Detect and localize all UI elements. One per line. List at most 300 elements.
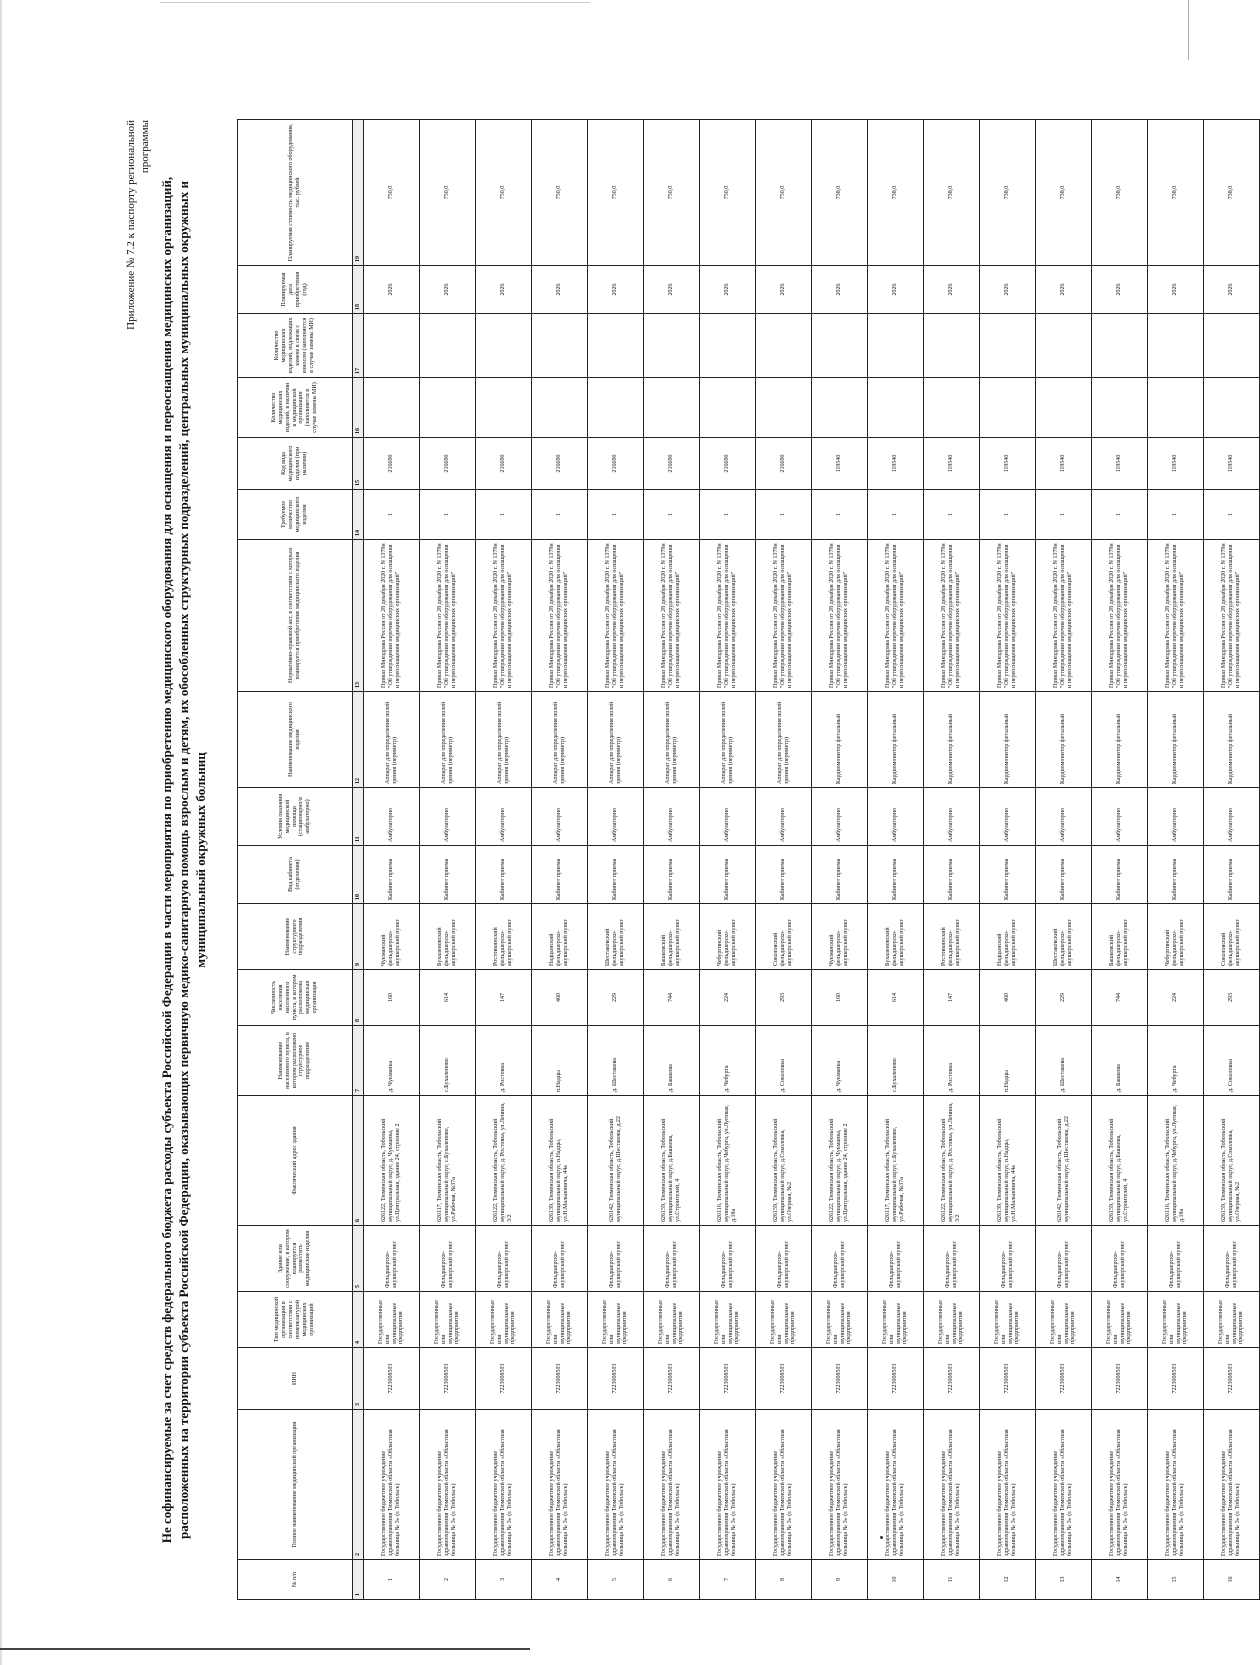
cell-have <box>476 378 532 438</box>
cell-dev: Кардиомонитор фетальный <box>1036 692 1092 788</box>
cell-act: Приказ Минздрава России от 28 декабря 2020 г. N 1379н "Об утверждении перечня оборудования для оснащения и переоснащения медицинских организаций" <box>532 540 588 692</box>
cell-year: 2026 <box>980 266 1036 314</box>
cell-repl <box>532 314 588 378</box>
cell-org: Государственное бюджетное учреждение здравоохранения Тюменской области «Областная больница № 3» (г. Тобольск) <box>588 1410 644 1560</box>
cell-repl <box>868 314 924 378</box>
cell-room: Кабинет приема <box>980 846 1036 904</box>
cell-repl <box>924 314 980 378</box>
cell-cost: 738,0 <box>924 120 980 266</box>
column-number: 12 <box>353 692 364 788</box>
cell-repl <box>1036 314 1092 378</box>
cell-pop: 229 <box>588 970 644 1026</box>
cell-org: Государственное бюджетное учреждение здравоохранения Тюменской области «Областная больница № 3» (г. Тобольск) <box>924 1410 980 1560</box>
cell-unit: Ростовкинский фельдшерско-акушерский пункт <box>924 904 980 970</box>
column-number: 2 <box>353 1410 364 1560</box>
cell-repl <box>756 314 812 378</box>
cell-unit: Чебургинский фельдшерско-акушерский пункт <box>700 904 756 970</box>
table-row <box>1092 120 1148 1600</box>
cell-unit: Бухаленовский фельдшерско-акушерский пункт <box>420 904 476 970</box>
cell-cond: Амбулаторно <box>868 788 924 846</box>
column-number: 11 <box>353 788 364 846</box>
cell-unit: Бухаленовский фельдшерско-акушерский пункт <box>868 904 924 970</box>
cell-act: Приказ Минздрава России от 28 декабря 2020 г. N 1379н "Об утверждении перечня оборудования для оснащения и переоснащения медицинских организаций" <box>1036 540 1092 692</box>
cell-addr: 626139, Тюменская область, Тобольский муниципальный округ, п.Надцы, ул.Н.Мальнонича, 44а <box>532 1096 588 1226</box>
cell-pop: 224 <box>1148 970 1204 1026</box>
cell-pop: 460 <box>532 970 588 1026</box>
cell-org: Государственное бюджетное учреждение здравоохранения Тюменской области «Областная больница № 3» (г. Тобольск) <box>1148 1410 1204 1560</box>
cell-inn: 7223008503 <box>980 1348 1036 1410</box>
document-title: Не софинансируемые за счет средств федерального бюджета расходы субъекта Российской Федерации в части мероприятия по приобретению медицинского оборудования для оснащения и переоснащения медицинских организаций, расположенных на территории субъекта Российской Федерации, оказывающих первичную медико-санитарную помощь взрослым и детям, их обособленных структурных подразделений, центральных муниципальных окружных и муниципальный окружных больниц <box>159 176 208 1544</box>
cell-cost: 738,0 <box>1036 120 1092 266</box>
cell-have <box>532 378 588 438</box>
cell-type: Государственные или муниципальные предприятия <box>1148 1292 1204 1348</box>
cell-inn: 7223008503 <box>532 1348 588 1410</box>
cell-n: 4 <box>532 1560 588 1600</box>
cell-year: 2026 <box>644 266 700 314</box>
cell-year: 2026 <box>1092 266 1148 314</box>
cell-cond: Амбулаторно <box>812 788 868 846</box>
cell-loc: д. Шестакова <box>588 1026 644 1096</box>
cell-code: 119540 <box>812 438 868 490</box>
cell-cost: 738,0 <box>868 120 924 266</box>
cell-pop: 614 <box>868 970 924 1026</box>
cell-loc: п.Надцы <box>980 1026 1036 1096</box>
cell-cond: Амбулаторно <box>476 788 532 846</box>
scan-edge-bottom <box>0 1648 530 1650</box>
cell-loc: д. Башкова <box>644 1026 700 1096</box>
cell-type: Государственные или муниципальные предприятия <box>588 1292 644 1348</box>
cell-qty: 1 <box>924 490 980 540</box>
cell-cond: Амбулаторно <box>588 788 644 846</box>
cell-cond: Амбулаторно <box>756 788 812 846</box>
cell-inn: 7223008503 <box>756 1348 812 1410</box>
cell-unit: Чукманский фельдшерско-акушерский пункт <box>364 904 420 970</box>
cell-addr: 626159, Тюменская область, Тобольский муниципальный округ, д.Соколовка, ул.Озерная, №2 <box>1204 1096 1260 1226</box>
cell-inn: 7223008503 <box>476 1348 532 1410</box>
cell-year: 2026 <box>868 266 924 314</box>
cell-loc: д. Соколовка <box>756 1026 812 1096</box>
column-number: 18 <box>353 266 364 314</box>
cell-code: 119540 <box>1036 438 1092 490</box>
cell-repl <box>1092 314 1148 378</box>
cell-unit: Надцынский фельдшерско-акушерский пункт <box>532 904 588 970</box>
cell-cost: 750,0 <box>756 120 812 266</box>
table-row <box>476 120 532 1600</box>
cell-room: Кабинет приема <box>1036 846 1092 904</box>
table-header-row <box>238 120 353 1600</box>
column-header: Наименование медицинского изделия <box>238 692 353 788</box>
cell-bld: Фельдшерско-акушерский пункт <box>1148 1226 1204 1292</box>
cell-unit: Соколовский фельдшерско-акушерский пункт <box>756 904 812 970</box>
cell-unit: Чебургинский фельдшерско-акушерский пункт <box>1148 904 1204 970</box>
cell-addr: 626122, Тюменская область, Тобольский муниципальный округ, д. Ростовка, ул.Ленина, 3/2 <box>476 1096 532 1226</box>
cell-dev: Аппарат для определения полей зрения (периметр) <box>420 692 476 788</box>
cell-pop: 160 <box>812 970 868 1026</box>
column-header: Наименование населенного пункта, в котором расположено структурное подразделение <box>238 1026 353 1096</box>
cell-unit: Чукманский фельдшерско-акушерский пункт <box>812 904 868 970</box>
cell-bld: Фельдшерско-акушерский пункт <box>812 1226 868 1292</box>
table-row <box>1148 120 1204 1600</box>
table-row <box>1036 120 1092 1600</box>
cell-org: Государственное бюджетное учреждение здравоохранения Тюменской области «Областная больница № 3» (г. Тобольск) <box>700 1410 756 1560</box>
cell-loc: д. Ростовка <box>476 1026 532 1096</box>
cell-addr: 626122, Тюменская область, Тобольский муниципальный округ, д. Чукманка, ул.Центральная, здание 24, строение 2 <box>364 1096 420 1226</box>
cell-dev: Аппарат для определения полей зрения (периметр) <box>644 692 700 788</box>
cell-year: 2026 <box>588 266 644 314</box>
cell-act: Приказ Минздрава России от 28 декабря 2020 г. N 1379н "Об утверждении перечня оборудования для оснащения и переоснащения медицинских организаций" <box>980 540 1036 692</box>
cell-type: Государственные или муниципальные предприятия <box>420 1292 476 1348</box>
cell-cond: Амбулаторно <box>1148 788 1204 846</box>
cell-addr: 626139, Тюменская область, Тобольский муниципальный округ, п.Надцы, ул.Н.Мальнонича, 44а <box>980 1096 1036 1226</box>
cell-pop: 224 <box>700 970 756 1026</box>
cell-qty: 1 <box>1092 490 1148 540</box>
cell-room: Кабинет приема <box>364 846 420 904</box>
cell-repl <box>1148 314 1204 378</box>
cell-qty: 1 <box>588 490 644 540</box>
cell-have <box>588 378 644 438</box>
cell-act: Приказ Минздрава России от 28 декабря 2020 г. N 1379н "Об утверждении перечня оборудования для оснащения и переоснащения медицинских организаций" <box>1092 540 1148 692</box>
cell-bld: Фельдшерско-акушерский пункт <box>924 1226 980 1292</box>
cell-room: Кабинет приема <box>532 846 588 904</box>
cell-addr: 626116, Тюменская область, Тобольский муниципальный округ, д.Чебурга, ул.Луговая, д.18а <box>700 1096 756 1226</box>
cell-n: 5 <box>588 1560 644 1600</box>
cell-code: 119540 <box>980 438 1036 490</box>
cell-type: Государственные или муниципальные предприятия <box>868 1292 924 1348</box>
cell-have <box>1204 378 1260 438</box>
cell-type: Государственные или муниципальные предприятия <box>532 1292 588 1348</box>
cell-repl <box>420 314 476 378</box>
column-number: 14 <box>353 490 364 540</box>
cell-code: 119540 <box>1204 438 1260 490</box>
cell-addr: 626122, Тюменская область, Тобольский муниципальный округ, д. Ростовка, ул.Ленина, 3/2 <box>924 1096 980 1226</box>
cell-year: 2026 <box>1204 266 1260 314</box>
cell-n: 8 <box>756 1560 812 1600</box>
cell-cond: Амбулаторно <box>924 788 980 846</box>
cell-repl <box>476 314 532 378</box>
cell-room: Кабинет приема <box>420 846 476 904</box>
cell-bld: Фельдшерско-акушерский пункт <box>476 1226 532 1292</box>
cell-n: 14 <box>1092 1560 1148 1600</box>
cell-dev: Кардиомонитор фетальный <box>1092 692 1148 788</box>
cell-code: 216690 <box>420 438 476 490</box>
cell-dev: Аппарат для определения полей зрения (периметр) <box>700 692 756 788</box>
cell-inn: 7223008503 <box>812 1348 868 1410</box>
cell-qty: 1 <box>1204 490 1260 540</box>
column-header: Вид кабинета (отделения) <box>238 846 353 904</box>
cell-qty: 1 <box>476 490 532 540</box>
cell-n: 10 <box>868 1560 924 1600</box>
cell-inn: 7223008503 <box>364 1348 420 1410</box>
cell-code: 216690 <box>700 438 756 490</box>
column-number: 3 <box>353 1348 364 1410</box>
cell-pop: 160 <box>364 970 420 1026</box>
cell-repl <box>980 314 1036 378</box>
cell-bld: Фельдшерско-акушерский пункт <box>364 1226 420 1292</box>
cell-act: Приказ Минздрава России от 28 декабря 2020 г. N 1379н "Об утверждении перечня оборудования для оснащения и переоснащения медицинских организаций" <box>644 540 700 692</box>
scan-edge-left <box>0 0 2 1665</box>
cell-pop: 147 <box>476 970 532 1026</box>
column-number: 19 <box>353 120 364 266</box>
cell-pop: 460 <box>980 970 1036 1026</box>
cell-loc: п.Надцы <box>532 1026 588 1096</box>
cell-cost: 750,0 <box>644 120 700 266</box>
cell-bld: Фельдшерско-акушерский пункт <box>756 1226 812 1292</box>
table-row <box>756 120 812 1600</box>
cell-type: Государственные или муниципальные предприятия <box>924 1292 980 1348</box>
cell-have <box>644 378 700 438</box>
column-number: 7 <box>353 1026 364 1096</box>
cell-cond: Амбулаторно <box>364 788 420 846</box>
cell-n: 3 <box>476 1560 532 1600</box>
table-body <box>364 120 1260 1600</box>
cell-org: Государственное бюджетное учреждение здравоохранения Тюменской области «Областная больница № 3» (г. Тобольск) <box>1036 1410 1092 1560</box>
table-row <box>812 120 868 1600</box>
cell-cost: 738,0 <box>1092 120 1148 266</box>
cell-room: Кабинет приема <box>476 846 532 904</box>
cell-act: Приказ Минздрава России от 28 декабря 2020 г. N 1379н "Об утверждении перечня оборудования для оснащения и переоснащения медицинских организаций" <box>756 540 812 692</box>
table-row <box>868 120 924 1600</box>
table-row <box>1204 120 1260 1600</box>
cell-loc: д. Шестакова <box>1036 1026 1092 1096</box>
cell-type: Государственные или муниципальные предприятия <box>812 1292 868 1348</box>
cell-code: 216690 <box>644 438 700 490</box>
cell-n: 16 <box>1204 1560 1260 1600</box>
cell-dev: Кардиомонитор фетальный <box>1148 692 1204 788</box>
cell-inn: 7223008503 <box>1148 1348 1204 1410</box>
cell-act: Приказ Минздрава России от 28 декабря 2020 г. N 1379н "Об утверждении перечня оборудования для оснащения и переоснащения медицинских организаций" <box>868 540 924 692</box>
cell-inn: 7223008503 <box>700 1348 756 1410</box>
cell-act: Приказ Минздрава России от 28 декабря 2020 г. N 1379н "Об утверждении перечня оборудования для оснащения и переоснащения медицинских организаций" <box>1148 540 1204 692</box>
cell-act: Приказ Минздрава России от 28 декабря 2020 г. N 1379н "Об утверждении перечня оборудования для оснащения и переоснащения медицинских организаций" <box>924 540 980 692</box>
table-row <box>700 120 756 1600</box>
cell-room: Кабинет приема <box>700 846 756 904</box>
column-header: Численность населения населенного пункта, в котором расположена медицинская организация <box>238 970 353 1026</box>
cell-cond: Амбулаторно <box>1036 788 1092 846</box>
cell-dev: Кардиомонитор фетальный <box>1204 692 1260 788</box>
cell-have <box>1148 378 1204 438</box>
cell-room: Кабинет приема <box>588 846 644 904</box>
cell-repl <box>588 314 644 378</box>
cell-year: 2026 <box>476 266 532 314</box>
cell-loc: д. Соколовка <box>1204 1026 1260 1096</box>
cell-n: 12 <box>980 1560 1036 1600</box>
cell-act: Приказ Минздрава России от 28 декабря 2020 г. N 1379н "Об утверждении перечня оборудования для оснащения и переоснащения медицинских организаций" <box>476 540 532 692</box>
cell-loc: д. Чукманка <box>812 1026 868 1096</box>
cell-have <box>420 378 476 438</box>
cell-loc: д. Ростовка <box>924 1026 980 1096</box>
cell-bld: Фельдшерско-акушерский пункт <box>588 1226 644 1292</box>
scan-artifact-top <box>160 2 590 3</box>
table-row <box>420 120 476 1600</box>
cell-pop: 744 <box>1092 970 1148 1026</box>
cell-cost: 750,0 <box>420 120 476 266</box>
cell-pop: 614 <box>420 970 476 1026</box>
cell-bld: Фельдшерско-акушерский пункт <box>420 1226 476 1292</box>
cell-dev: Аппарат для определения полей зрения (периметр) <box>476 692 532 788</box>
column-number: 1 <box>353 1560 364 1600</box>
cell-repl <box>644 314 700 378</box>
column-number: 13 <box>353 540 364 692</box>
cell-have <box>812 378 868 438</box>
column-header: Наименование структурного подразделения <box>238 904 353 970</box>
column-number: 5 <box>353 1226 364 1292</box>
cell-type: Государственные или муниципальные предприятия <box>1036 1292 1092 1348</box>
cell-cost: 750,0 <box>476 120 532 266</box>
cell-org: Государственное бюджетное учреждение здравоохранения Тюменской области «Областная больница № 3» (г. Тобольск) <box>756 1410 812 1560</box>
cell-inn: 7223008503 <box>1204 1348 1260 1410</box>
cell-addr: 626159, Тюменская область, Тобольский муниципальный округ, д.Башкова, ул.Строителей, 4 <box>644 1096 700 1226</box>
cell-unit: Шестаковский фельдшерско-акушерский пункт <box>1036 904 1092 970</box>
cell-inn: 7223008503 <box>588 1348 644 1410</box>
cell-loc: с.Бухаленово <box>420 1026 476 1096</box>
cell-n: 1 <box>364 1560 420 1600</box>
cell-act: Приказ Минздрава России от 28 декабря 2020 г. N 1379н "Об утверждении перечня оборудования для оснащения и переоснащения медицинских организаций" <box>812 540 868 692</box>
table-row <box>980 120 1036 1600</box>
cell-type: Государственные или муниципальные предприятия <box>1092 1292 1148 1348</box>
cell-n: 7 <box>700 1560 756 1600</box>
cell-org: Государственное бюджетное учреждение здравоохранения Тюменской области «Областная больница № 3» (г. Тобольск) <box>644 1410 700 1560</box>
cell-loc: д. Чебурга <box>700 1026 756 1096</box>
column-number: 17 <box>353 314 364 378</box>
cell-code: 216690 <box>588 438 644 490</box>
cell-room: Кабинет приема <box>1092 846 1148 904</box>
cell-year: 2026 <box>700 266 756 314</box>
cell-code: 119540 <box>924 438 980 490</box>
column-header: ИНН <box>238 1348 353 1410</box>
cell-unit: Шестаковский фельдшерско-акушерский пункт <box>588 904 644 970</box>
cell-n: 11 <box>924 1560 980 1600</box>
cell-pop: 229 <box>1036 970 1092 1026</box>
cell-pop: 293 <box>1204 970 1260 1026</box>
cell-type: Государственные или муниципальные предприятия <box>980 1292 1036 1348</box>
cell-addr: 626117, Тюменская область, Тобольский муниципальный округ, с.Бухаленово, ул.Рабочая, №37а <box>420 1096 476 1226</box>
table-row <box>364 120 420 1600</box>
column-number: 10 <box>353 846 364 904</box>
cell-pop: 744 <box>644 970 700 1026</box>
column-header: Полное наименование медицинской организации <box>238 1410 353 1560</box>
cell-n: 13 <box>1036 1560 1092 1600</box>
cell-have <box>700 378 756 438</box>
cell-have <box>756 378 812 438</box>
cell-dev: Кардиомонитор фетальный <box>812 692 868 788</box>
cell-dev: Аппарат для определения полей зрения (периметр) <box>364 692 420 788</box>
cell-type: Государственные или муниципальные предприятия <box>756 1292 812 1348</box>
cell-act: Приказ Минздрава России от 28 декабря 2020 г. N 1379н "Об утверждении перечня оборудования для оснащения и переоснащения медицинских организаций" <box>700 540 756 692</box>
cell-year: 2026 <box>364 266 420 314</box>
cell-dev: Кардиомонитор фетальный <box>868 692 924 788</box>
cell-have <box>868 378 924 438</box>
cell-bld: Фельдшерско-акушерский пункт <box>1092 1226 1148 1292</box>
cell-inn: 7223008503 <box>644 1348 700 1410</box>
cell-year: 2026 <box>532 266 588 314</box>
cell-qty: 1 <box>868 490 924 540</box>
cell-dev: Аппарат для определения полей зрения (периметр) <box>532 692 588 788</box>
column-header: Требуемое количество медицинского изделия <box>238 490 353 540</box>
cell-cost: 750,0 <box>532 120 588 266</box>
column-header: Планируемая дата приобретения (год) <box>238 266 353 314</box>
cell-year: 2026 <box>1036 266 1092 314</box>
cell-n: 6 <box>644 1560 700 1600</box>
cell-have <box>364 378 420 438</box>
cell-code: 119540 <box>1148 438 1204 490</box>
cell-qty: 1 <box>1036 490 1092 540</box>
cell-loc: д. Башкова <box>1092 1026 1148 1096</box>
cell-cond: Амбулаторно <box>1092 788 1148 846</box>
cell-org: Государственное бюджетное учреждение здравоохранения Тюменской области «Областная больница № 3» (г. Тобольск) <box>420 1410 476 1560</box>
cell-n: 2 <box>420 1560 476 1600</box>
cell-repl <box>700 314 756 378</box>
cell-inn: 7223008503 <box>420 1348 476 1410</box>
cell-cond: Амбулаторно <box>980 788 1036 846</box>
cell-addr: 626142, Тюменская область, Тобольский муниципальный округ, д.Шестакова, д.22 <box>1036 1096 1092 1226</box>
cell-bld: Фельдшерско-акушерский пункт <box>1036 1226 1092 1292</box>
cell-qty: 1 <box>364 490 420 540</box>
column-header: Нормативно-правовой акт, в соответствии с которым планируется приобретение медицинского изделия <box>238 540 353 692</box>
cell-inn: 7223008503 <box>1092 1348 1148 1410</box>
cell-qty: 1 <box>756 490 812 540</box>
cell-cond: Амбулаторно <box>532 788 588 846</box>
cell-bld: Фельдшерско-акушерский пункт <box>1204 1226 1260 1292</box>
cell-bld: Фельдшерско-акушерский пункт <box>868 1226 924 1292</box>
cell-n: 9 <box>812 1560 868 1600</box>
cell-qty: 1 <box>532 490 588 540</box>
cell-year: 2026 <box>1148 266 1204 314</box>
cell-addr: 626159, Тюменская область, Тобольский муниципальный округ, д.Башкова, ул.Строителей, 4 <box>1092 1096 1148 1226</box>
cell-room: Кабинет приема <box>1204 846 1260 904</box>
column-header: № п/п <box>238 1560 353 1600</box>
cell-cost: 750,0 <box>588 120 644 266</box>
column-number: 4 <box>353 1292 364 1348</box>
cell-inn: 7223008503 <box>924 1348 980 1410</box>
cell-unit: Надцынский фельдшерско-акушерский пункт <box>980 904 1036 970</box>
column-number: 15 <box>353 438 364 490</box>
cell-bld: Фельдшерско-акушерский пункт <box>644 1226 700 1292</box>
cell-unit: Башковский фельдшерско-акушерский пункт <box>644 904 700 970</box>
cell-org: Государственное бюджетное учреждение здравоохранения Тюменской области «Областная больница № 3» (г. Тобольск) <box>980 1410 1036 1560</box>
cell-bld: Фельдшерско-акушерский пункт <box>700 1226 756 1292</box>
table-row <box>588 120 644 1600</box>
cell-room: Кабинет приема <box>644 846 700 904</box>
column-header: Количество медицинских изделий, подлежащих замене в связи с износом (заполняется в случае замены МИ) <box>238 314 353 378</box>
cell-cond: Амбулаторно <box>1204 788 1260 846</box>
column-number: 9 <box>353 904 364 970</box>
cell-loc: д. Чукманка <box>364 1026 420 1096</box>
cell-cond: Амбулаторно <box>644 788 700 846</box>
cell-n: 15 <box>1148 1560 1204 1600</box>
cell-bld: Фельдшерско-акушерский пункт <box>532 1226 588 1292</box>
cell-cost: 750,0 <box>700 120 756 266</box>
cell-cost: 738,0 <box>1204 120 1260 266</box>
cell-room: Кабинет приема <box>756 846 812 904</box>
cell-code: 216690 <box>756 438 812 490</box>
cell-have <box>980 378 1036 438</box>
cell-pop: 293 <box>756 970 812 1026</box>
cell-cond: Амбулаторно <box>420 788 476 846</box>
cell-org: Государственное бюджетное учреждение здравоохранения Тюменской области «Областная больница № 3» (г. Тобольск) <box>1092 1410 1148 1560</box>
column-number: 6 <box>353 1096 364 1226</box>
cell-bld: Фельдшерско-акушерский пункт <box>980 1226 1036 1292</box>
cell-loc: д. Чебурга <box>1148 1026 1204 1096</box>
column-header: Фактический адрес здания <box>238 1096 353 1226</box>
column-header: Количество медицинских изделий, в наличии в медицинской организации (заполняется в случае замены МИ) <box>238 378 353 438</box>
cell-unit: Ростовкинский фельдшерско-акушерский пункт <box>476 904 532 970</box>
cell-room: Кабинет приема <box>868 846 924 904</box>
cell-qty: 1 <box>812 490 868 540</box>
cell-type: Государственные или муниципальные предприятия <box>364 1292 420 1348</box>
table-row <box>644 120 700 1600</box>
cell-act: Приказ Минздрава России от 28 декабря 2020 г. N 1379н "Об утверждении перечня оборудования для оснащения и переоснащения медицинских организаций" <box>588 540 644 692</box>
cell-room: Кабинет приема <box>924 846 980 904</box>
